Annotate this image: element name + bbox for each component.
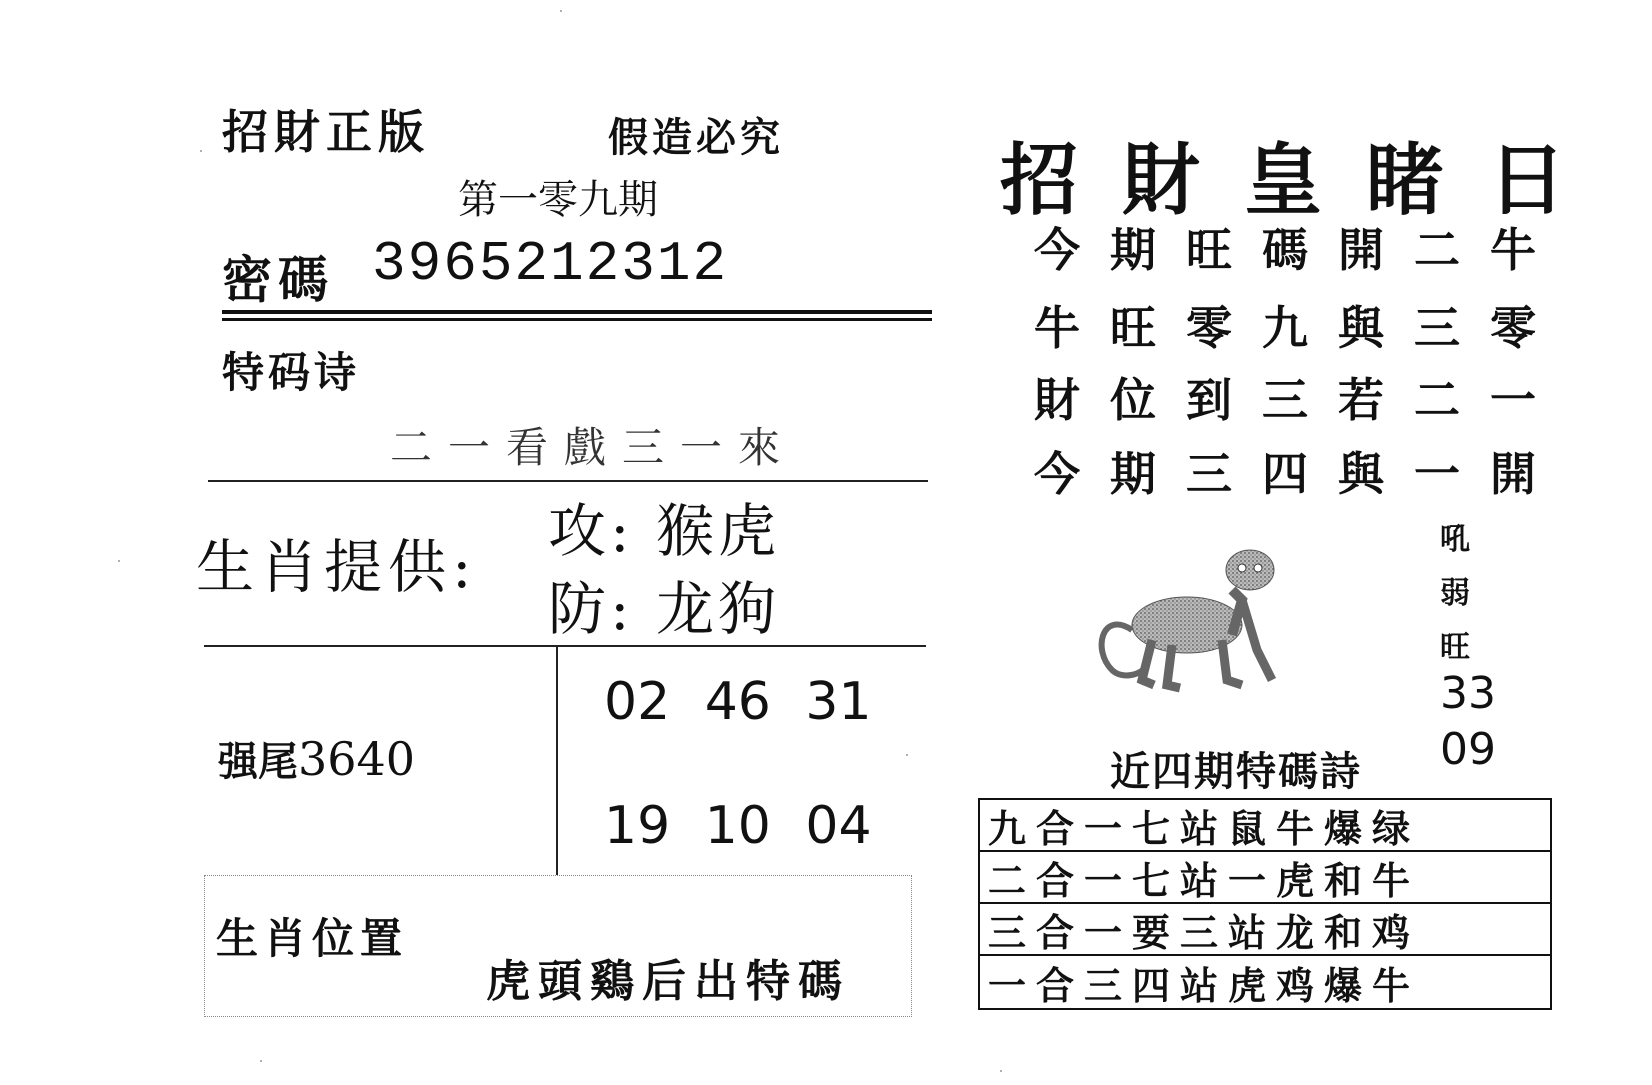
code-label: 密碼 [222,250,334,309]
monkey-icon [1092,540,1292,700]
scan-speck [200,150,202,152]
divider [222,310,932,314]
verse-line: 財位到三若二一 [1034,373,1566,427]
divider [222,318,932,321]
issue-number: 第一零九期 [458,177,658,223]
attack-zodiac: 攻: 猴虎 [548,497,780,565]
defend-zodiac: 防: 龙狗 [548,575,780,643]
side-number: 33 [1440,668,1496,719]
strong-tail [218,730,415,787]
position-label: 生肖位置 [216,914,409,963]
right-title: 招財皇睹日 [1000,135,1611,226]
zodiac-label: 生肖提供: [196,533,478,601]
verse-line: 牛旺零九與三零 [1034,301,1566,355]
poem-label: 特码诗 [222,348,361,397]
verse-line: 今期旺碼開二牛 [1034,223,1566,277]
scan-speck [1000,1070,1002,1072]
recent-title: 近四期特碼詩 [1110,749,1362,795]
code-value: 3965212312 [372,232,729,296]
warning-text: 假造必究 [608,114,784,161]
recent-poems-table [978,798,1552,1010]
side-number: 09 [1440,724,1496,775]
table-row: 九合一七站鼠牛爆绿 [980,800,1550,852]
numbers-row-2: 19 10 04 [604,796,872,856]
vertical-divider [556,645,558,875]
side-char: 弱 [1440,576,1470,611]
numbers-row-1: 02 46 31 [604,672,872,732]
scan-speck [260,1060,262,1062]
poem-text: 二一看戲三一來 [390,423,797,472]
divider [204,645,926,647]
scan-speck [118,560,120,562]
verse-line: 今期三四與一開 [1034,447,1566,501]
side-char: 吼 [1440,522,1470,557]
tail-label: 强尾 [218,739,298,785]
table-row: 三合一要三站龙和鸡 [980,904,1550,956]
table-row: 一合三四站虎鸡爆牛 [988,962,1421,1008]
brand-text: 招財正版 [222,105,430,159]
scan-speck [560,10,562,12]
scan-speck [906,754,908,756]
table-row: 二合一七站一虎和牛 [980,852,1550,904]
side-char: 旺 [1440,630,1470,665]
divider [208,480,928,482]
tail-value: 3640 [298,732,416,786]
position-text: 虎頭鷄后出特碼 [486,956,850,1007]
